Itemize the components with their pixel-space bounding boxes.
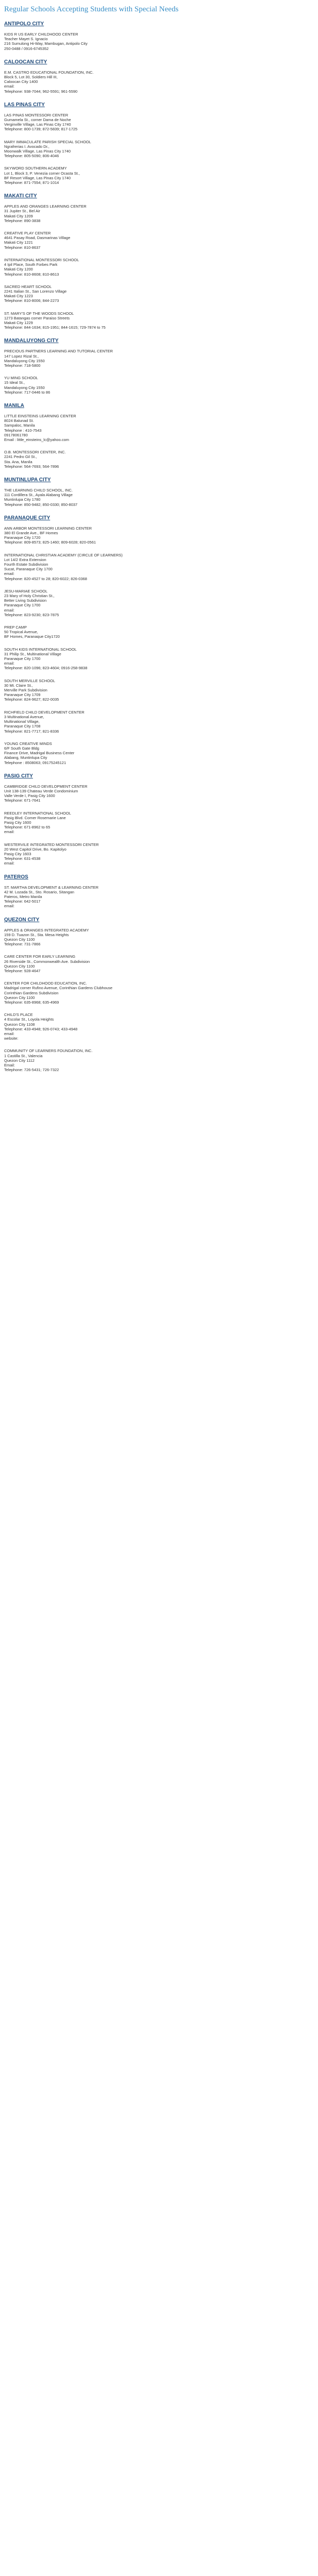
school-entry <box>4 784 314 803</box>
school-entry <box>4 231 314 250</box>
school-detail-line: Ngrafrerias I. Avocado Dr., <box>4 144 49 149</box>
school-detail-line: 15 Ideal St., <box>4 380 25 385</box>
school-detail-line: Telephone: 823-9230; 823-7875 <box>4 612 59 617</box>
school-detail-line: email: <box>4 861 15 866</box>
school-name: REEDLEY INTERNATIONAL SCHOOL <box>4 810 71 816</box>
school-name: E.M. CASTRO EDUCATIONAL FOUNDATION, INC. <box>4 70 94 75</box>
school-detail-line: 42 M. Lozada St., Sto. Rosario, Sitangan <box>4 889 74 894</box>
school-detail-line: Telephone: 820-1096; 823-4604; 0916-258-9838 <box>4 666 88 671</box>
school-detail-line: Alabang, Muntinlupa City <box>4 755 47 760</box>
school-detail-line: Telephone: 810-8637 <box>4 245 41 250</box>
school-detail-line: BF Resort Village, Las Pinas City 1740 <box>4 175 71 180</box>
school-entry <box>4 311 314 330</box>
school-detail-line: Telephone: 810-8006; 844-2273 <box>4 298 59 303</box>
school-detail-line: 20 West Capitol Drive, Bo. Kapitolyo <box>4 846 66 852</box>
school-entry <box>4 140 314 159</box>
school-name: CHILD'S PLACE <box>4 1012 33 1018</box>
school-name: PREP CAMP <box>4 625 27 630</box>
school-detail-line: Makati City 1229 <box>4 320 33 325</box>
school-detail-line: Telephone: 635-8968; 635-4969 <box>4 1000 59 1005</box>
school-entry <box>4 885 314 909</box>
school-detail-line: Telephone: 671-8962 to 65 <box>4 825 51 830</box>
school-detail-line: Makati City 1223 <box>4 294 33 299</box>
school-entry <box>4 113 314 132</box>
school-detail-line: Telephone: 642-5017 <box>4 899 41 904</box>
school-detail-line: Telephone: 844-1634; 815-1951; 844-1615; 729-7874 to 75 <box>4 325 106 330</box>
school-detail-line: Lot 1, Block 3, P. Venezia corner Ocasta St., <box>4 171 80 176</box>
school-entry <box>4 70 314 94</box>
school-entry <box>4 450 314 469</box>
city-heading: MUNTINLUPA CITY <box>4 477 51 483</box>
school-name: LAS PINAS MONTESSORI CENTER <box>4 112 69 117</box>
school-detail-line: Sampaloc, Manila <box>4 423 35 428</box>
school-name: JESU-MARIAE SCHOOL <box>4 588 48 594</box>
school-detail-line: Email : little_einsteins_lc@yahoo.com <box>4 437 70 442</box>
school-detail-line: Pasig Blvd. Corner Rosemarie Lane <box>4 815 66 820</box>
school-detail-line: Telephone: 671-7641 <box>4 798 41 803</box>
school-entry <box>4 1048 314 1072</box>
school-detail-line: Telephone : 8508063; 09175245121 <box>4 760 66 765</box>
school-name: SACRED HEART SCHOOL <box>4 284 52 289</box>
school-detail-line: 147 Lopez Rizal St., <box>4 353 39 359</box>
city-heading: PARANAQUE CITY <box>4 515 51 521</box>
school-detail-line: Telephone: 890-3838 <box>4 218 41 223</box>
city-heading: PASIG CITY <box>4 773 33 779</box>
school-name: O.B. MONTESSORI CENTER, INC. <box>4 450 66 455</box>
school-detail-line: Makati City 1221 <box>4 240 33 245</box>
school-detail-line: Telephone: 809-8573; 825-1460; 809-6028; 820-0561 <box>4 540 96 545</box>
school-detail-line: 26 Riverside St., Commonwealth Ave. Subdivision <box>4 959 90 964</box>
school-detail-line: Madrigal corner Rufino Avenue, Corinthian Gardens Clubhouse <box>4 986 112 991</box>
school-entry <box>4 414 314 442</box>
school-detail-line: email: <box>4 1031 15 1037</box>
school-detail-line: Telephone: 731-7866 <box>4 942 41 947</box>
school-detail-line: 6/F South Gate Bldg <box>4 745 39 751</box>
school-detail-line: Telephone: 928-4647 <box>4 969 41 973</box>
school-entry <box>4 625 314 639</box>
school-name: CAMBRIDGE CHILD DEVELOPMENT CENTER <box>4 784 88 789</box>
school-detail-line: Finance Drive, Madrigal Business Center <box>4 751 75 756</box>
school-entry <box>4 166 314 185</box>
school-detail-line: email: <box>4 661 15 666</box>
school-detail-line: 23 Mary of Holy Christian St., <box>4 594 55 599</box>
school-detail-line: Multinational Village, <box>4 719 40 724</box>
school-name: CARE CENTER FOR EARLY LEARNING <box>4 954 76 959</box>
school-detail-line: 31 Jupiter St., Bel Air <box>4 209 41 214</box>
school-entry <box>4 647 314 671</box>
school-detail-line: Telephone: 433-4948; 926-0743; 433-4948 <box>4 1026 78 1031</box>
school-detail-line: 159 D. Tuazon St., Sta. Mesa Heights <box>4 932 69 937</box>
school-entry <box>4 488 314 507</box>
school-detail-line: 4 Escolar St., Loyola Heights <box>4 1017 54 1022</box>
city-heading: QUEZON CITY <box>4 917 40 923</box>
school-detail-line: Better Living Subdivision <box>4 598 47 603</box>
school-name: APPLES AND ORANGES LEARNING CENTER <box>4 204 87 209</box>
school-detail-line: Quezon City 1100 <box>4 937 35 942</box>
school-detail-line: Telephone: 564-7693; 564-7896 <box>4 464 59 469</box>
school-name: ST. MARTHA DEVELOPMENT & LEARNING CENTER <box>4 885 99 890</box>
school-detail-line: 31 Philip St., Multinational Village <box>4 651 61 656</box>
school-detail-line: email: <box>4 829 15 835</box>
school-detail-line: Mandaluyong City 1550 <box>4 385 45 390</box>
school-detail-line: 50 Tropical Avenue, <box>4 630 38 635</box>
city-heading: LAS PINAS CITY <box>4 101 45 108</box>
school-detail-line: Caloocan City 1400 <box>4 79 38 84</box>
school-entry <box>4 811 314 835</box>
school-entry <box>4 710 314 734</box>
school-detail-line: Valle Verde I, Pasig City 1600 <box>4 793 55 799</box>
school-name: SKYWORD SOUTHERN ACADEMY <box>4 166 67 171</box>
school-detail-line: Muntinlupa City 1780 <box>4 497 41 502</box>
school-detail-line: Makati City 1200 <box>4 267 33 272</box>
school-detail-line: 2241 Italian St., San Lorenzo Village <box>4 289 67 294</box>
school-entry <box>4 842 314 866</box>
school-detail-line: Lot 14/2 Extra Extension <box>4 557 46 562</box>
school-detail-line: Telephone: 821-7717; 821-8336 <box>4 728 59 734</box>
school-detail-line: Gumamela St., corner Dama de Noche <box>4 117 71 123</box>
school-detail-line: 216 Sumulong Hi-Way, Mambugan, Antipolo City <box>4 41 88 46</box>
school-detail-line: 09178061780 <box>4 432 28 437</box>
school-detail-line: Corinthian Gardens Subdivision <box>4 990 59 995</box>
school-detail-line: Unit 138-139 Chateau Verde Condominium <box>4 788 78 793</box>
school-detail-line: 30 Mt. Claire St., <box>4 683 33 688</box>
school-name: CREATIVE PLAY CENTER <box>4 231 51 236</box>
school-name: CENTER FOR CHILDHOOD EDUCATION, INC. <box>4 981 87 986</box>
school-name: INTERNATIONAL CHRISTIAN ACADEMY (CIRCLE OF LEARNERS) <box>4 552 123 557</box>
school-entry <box>4 526 314 545</box>
school-name: WESTERVILE INTEGRATED MONTESSORI CENTER <box>4 842 99 847</box>
school-detail-line: Paranaque City 1709 <box>4 692 41 698</box>
school-detail-line: Telephone: 805-5090; 806-4046 <box>4 154 59 159</box>
school-detail-line: Telephone: 824-9627; 822-0035 <box>4 697 59 702</box>
school-entry <box>4 349 314 368</box>
school-name: SOUTH KIDS INTERNATIONAL SCHOOL <box>4 647 77 652</box>
school-detail-line: Pateros, Metro Manila <box>4 894 42 899</box>
school-name: PRECIOUS PARTNERS LEARNING AND TUTORIAL CENTER <box>4 349 113 354</box>
school-name: INTERNATIONAL MONTESSORI SCHOOL <box>4 257 79 262</box>
school-detail-line: Telephone : 410-7543 <box>4 428 42 433</box>
school-detail-line: 250-0488 / 0916-6745352 <box>4 46 49 51</box>
school-entry <box>4 981 314 1005</box>
page-title: Regular Schools Accepting Students with Special Needs <box>4 5 179 13</box>
school-detail-line: Telephone: 726-5431; 726-7322 <box>4 1067 59 1073</box>
school-detail-line: Pasig City 1600 <box>4 820 31 825</box>
school-entry <box>4 204 314 223</box>
school-entry <box>4 589 314 617</box>
school-name: ANN ARBOR MONTESSORI LEARNING CENTER <box>4 526 92 531</box>
school-detail-line: email: <box>4 571 15 577</box>
school-detail-line: 3 Multinational Avenue, <box>4 714 44 719</box>
school-detail-line: Paranaque City 1720 <box>4 535 41 540</box>
school-detail-line: Teacher Mayet S. Ignacio <box>4 37 48 42</box>
school-detail-line: email: <box>4 904 15 909</box>
school-detail-line: email: <box>4 84 15 89</box>
school-entry <box>4 258 314 277</box>
school-name: SOUTH MERVILLE SCHOOL <box>4 678 56 683</box>
school-entry <box>4 928 314 947</box>
school-name: YU MING SCHOOL <box>4 376 38 381</box>
school-detail-line: Paranaque City 1708 <box>4 724 41 729</box>
school-detail-line: Quezon City 1100 <box>4 963 35 969</box>
school-detail-line: Telephone: 810-8608; 810-8613 <box>4 272 59 277</box>
school-detail-line: Telephone: 938-7044; 962-5591; 961-5590 <box>4 89 78 94</box>
school-detail-line: Telephone: 871-7554; 871-1014 <box>4 180 59 185</box>
school-name: LITTLE EINSTEINS LEARNING CENTER <box>4 413 76 418</box>
school-detail-line: Telephone: 850-9482; 850-0330; 850-8037 <box>4 502 78 507</box>
school-detail-line: 380 El Grande Ave., BF Homes <box>4 531 58 535</box>
city-heading: PATEROS <box>4 874 28 880</box>
school-detail-line: Pasig City 1603 <box>4 851 31 856</box>
school-detail-line: Block 5, Lot 30, Soldiers Hill III, <box>4 75 58 80</box>
school-detail-line: Mandaluyong City 1550 <box>4 358 45 363</box>
school-entry <box>4 1012 314 1041</box>
school-detail-line: 8024 Balunad St. <box>4 418 34 423</box>
school-detail-line: Paranaque City 1700 <box>4 603 41 608</box>
school-name: COMMUNITY OF LEARNERS FOUNDATION, INC. <box>4 1048 93 1054</box>
school-detail-line: Paranaque City 1700 <box>4 656 41 662</box>
school-detail-line: Email: <box>4 1063 15 1068</box>
city-heading: CALOOCAN CITY <box>4 59 47 65</box>
school-entry <box>4 553 314 581</box>
city-heading: MANILA <box>4 402 24 409</box>
school-detail-line: 2241 Pedro Gil St., <box>4 454 37 460</box>
school-detail-line: Sta. Ana, Manila <box>4 459 32 464</box>
city-heading: ANTIPOLO CITY <box>4 21 44 27</box>
school-detail-line: Fourth Estate Subdivision <box>4 562 48 567</box>
school-detail-line: Sucat, Paranaque City 1700 <box>4 567 53 572</box>
school-entry <box>4 32 314 51</box>
school-directory <box>4 21 314 1072</box>
school-detail-line: 1 Castilla St., Valencia <box>4 1053 43 1058</box>
school-name: YOUNG CREATIVE MINDS <box>4 741 52 746</box>
school-detail-line: Moonwalk Village, Las Pinas City 1740 <box>4 149 71 154</box>
school-entry <box>4 679 314 702</box>
school-detail-line: 111 Cordillera St., Ayala Alabang Village <box>4 493 73 498</box>
city-heading: MANDALUYONG CITY <box>4 338 59 344</box>
school-detail-line: Telephone: 718-5800 <box>4 363 41 368</box>
school-detail-line: Telephone: 717-0446 to 86 <box>4 389 51 395</box>
school-detail-line: website: <box>4 1036 19 1041</box>
school-entry <box>4 284 314 303</box>
school-name: RICHFIELD CHILD DEVELOPMENT CENTER <box>4 709 85 715</box>
school-detail-line: 4 Ipil Place, South Forbes Park <box>4 262 58 267</box>
school-detail-line: Makati City 1209 <box>4 213 33 218</box>
school-name: ST. MARY'S OF THE WOODS SCHOOL <box>4 311 74 316</box>
school-detail-line: 1273 Batangas corner Paraiso Streets <box>4 315 70 320</box>
school-detail-line: Quezon City 1112 <box>4 1058 35 1063</box>
school-entry <box>4 954 314 973</box>
school-detail-line: Quezon City 1100 <box>4 995 35 1000</box>
school-name: THE LEARNING CHILD SCHOOL, INC. <box>4 487 73 493</box>
city-heading: MAKATI CITY <box>4 193 37 199</box>
school-detail-line: Telephone: 800-1739; 872-5839; 817-1725 <box>4 127 78 132</box>
school-detail-line: Merville Park Subdivision <box>4 688 47 693</box>
school-name: APPLES & ORANGES INTEGRATED ACADEMY <box>4 927 89 933</box>
school-entry <box>4 741 314 765</box>
school-detail-line: Telephone: 820-4527 to 28; 820-6022; 826-0368 <box>4 576 87 581</box>
school-detail-line: Quezon City 1108 <box>4 1022 35 1027</box>
school-name: MARY IMMACULATE PARISH SPECIAL SCHOOL <box>4 139 91 144</box>
school-entry <box>4 376 314 395</box>
school-detail-line: BF Homes, Paranaque City1720 <box>4 634 60 639</box>
school-detail-line: Verginville Village, Las Pinas City 1740 <box>4 122 71 127</box>
school-name: KIDS R US EARLY CHILDHOOD CENTER <box>4 32 78 37</box>
page <box>0 0 318 1090</box>
school-detail-line: Telephone: 631-4538 <box>4 856 41 861</box>
school-detail-line: 4641 Pasay Road, Dasmarinas Village <box>4 235 71 241</box>
school-detail-line: email: <box>4 607 15 613</box>
